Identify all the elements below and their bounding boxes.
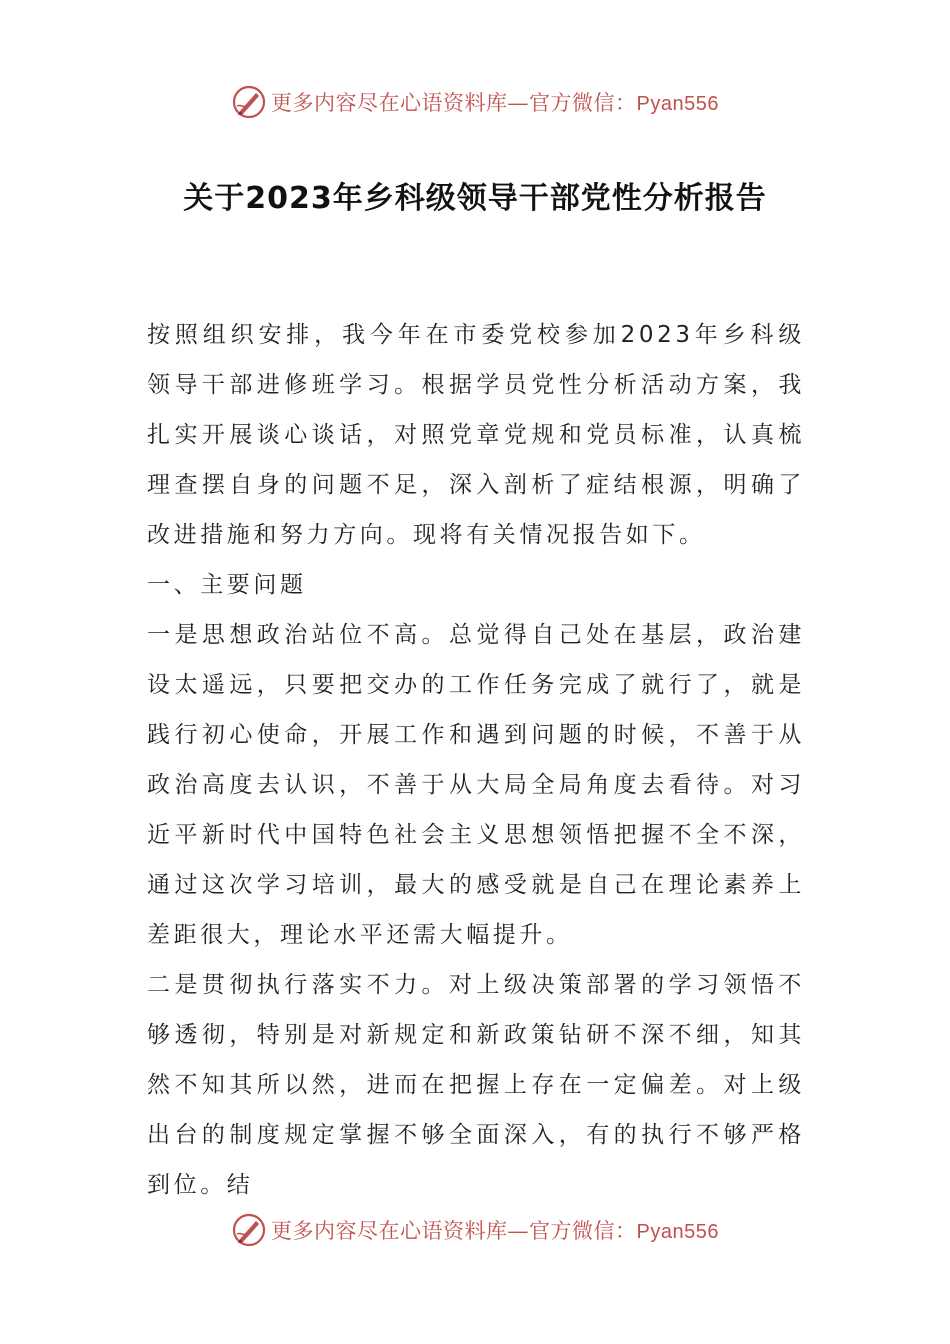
banner-text — [271, 87, 719, 117]
banner-wechat-label: 官方微信： — [529, 91, 637, 115]
footer-banner — [0, 1208, 950, 1252]
banner-dash: — — [507, 1219, 530, 1243]
pen-logo-icon — [231, 1212, 267, 1248]
banner-wechat-id: Pyan556 — [636, 1221, 719, 1243]
banner-slogan: 更多内容尽在心语资料库 — [271, 1219, 508, 1243]
banner-slogan: 更多内容尽在心语资料库 — [271, 91, 508, 115]
intro-paragraph: 按照组织安排，我今年在市委党校参加2023年乡科级领导干部进修班学习。根据学员党性分析活动方案，我扎实开展谈心谈话，对照党章党规和党员标准，认真梳理查摆自身的问题不足，深入剖析了症结根源，明确了改进措施和努力方向。现将有关情况报告如下。 — [147, 322, 805, 548]
banner-wechat-id: Pyan556 — [636, 93, 719, 115]
body-paragraph: 二是贯彻执行落实不力。对上级决策部署的学习领悟不够透彻，特别是对新规定和新政策钻研不深不细，知其然不知其所以然，进而在把握上存在一定偏差。对上级出台的制度规定掌握不够全面深入，有的执行不够严格到位。结 — [147, 972, 805, 1198]
header-banner — [0, 80, 950, 124]
banner-text — [271, 1215, 719, 1245]
section-heading: 一、主要问题 — [147, 572, 307, 598]
document-title: 关于2023年乡科级领导干部党性分析报告 — [183, 181, 767, 216]
document-body — [147, 310, 805, 1210]
pen-logo-icon — [231, 84, 267, 120]
banner-dash: — — [507, 91, 530, 115]
body-paragraph: 一是思想政治站位不高。总觉得自己处在基层，政治建设太遥远，只要把交办的工作任务完成了就行了，就是践行初心使命，开展工作和遇到问题的时候，不善于从政治高度去认识，不善于从大局全局角度去看待。对习近平新时代中国特色社会主义思想领悟把握不全不深，通过这次学习培训，最大的感受就是自己在理论素养上差距很大，理论水平还需大幅提升。 — [147, 622, 805, 948]
banner-wechat-label: 官方微信： — [529, 1219, 637, 1243]
